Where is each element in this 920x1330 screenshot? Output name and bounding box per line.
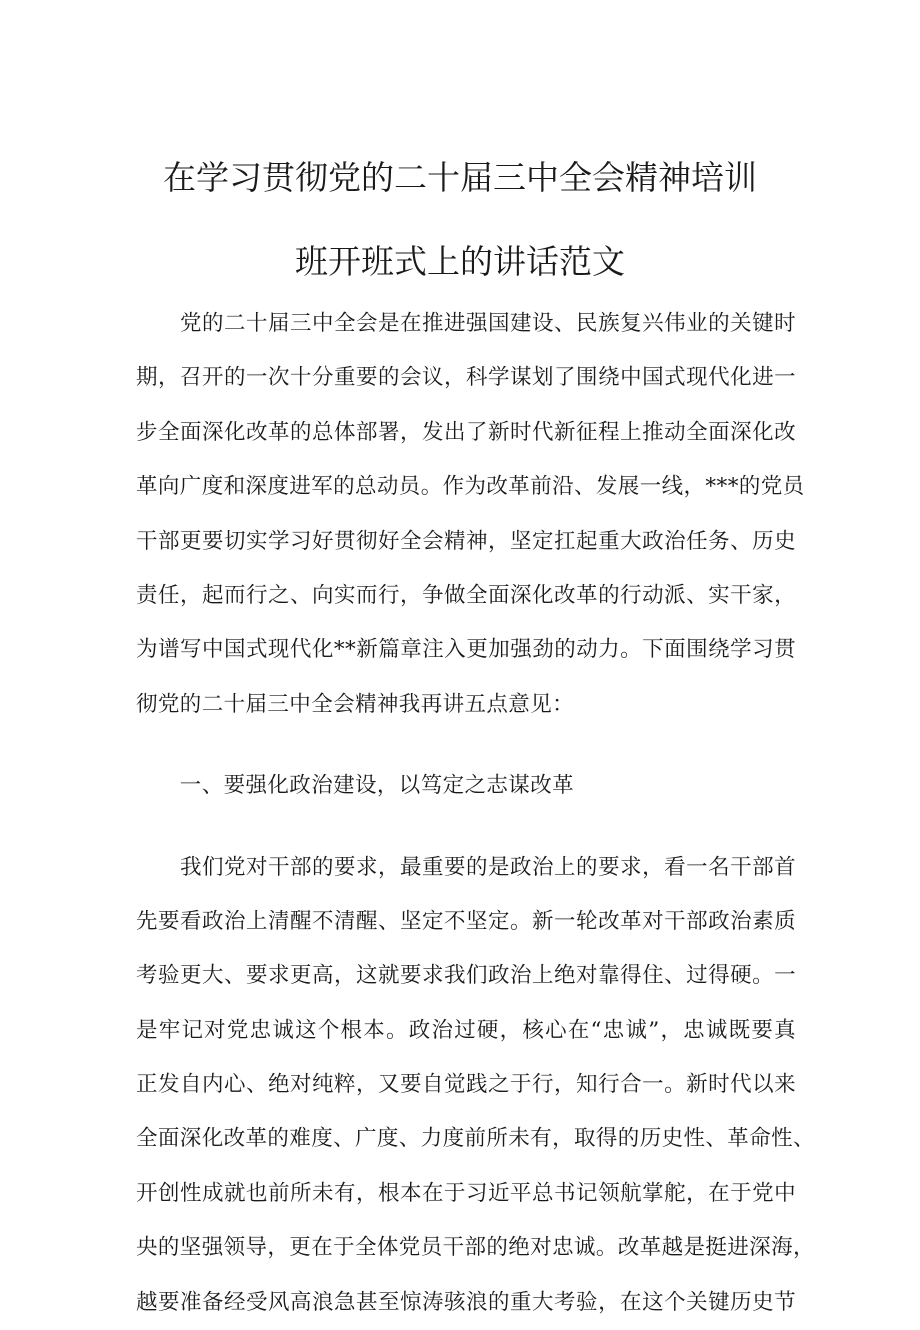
paragraph-line: 责任，起而行之、向实而行，争做全面深化改革的行动派、实干家， [136,582,796,608]
paragraph-line: 步全面深化改革的总体部署，发出了新时代新征程上推动全面深化改 [136,419,796,445]
paragraph-line: 考验更大、要求更高，这就要求我们政治上绝对靠得住、过得硬。一 [136,963,796,989]
document-title-line-2: 班开班式上的讲话范文 [295,242,625,281]
paragraph-line: 党的二十届三中全会是在推进强国建设、民族复兴伟业的关键时 [136,311,796,336]
section-heading-1: 一、要强化政治建设，以笃定之志谋改革 [136,773,575,799]
paragraph-line: 开创性成就也前所未有，根本在于习近平总书记领航掌舵，在于党中 [136,1180,796,1206]
paragraph-section-1 [136,841,815,1330]
paragraph-line: 越要准备经受风高浪急甚至惊涛骇浪的重大考验，在这个关键历史节 [136,1289,796,1315]
paragraph-line: 全面深化改革的难度、广度、力度前所未有，取得的历史性、革命性、 [136,1126,815,1152]
paragraph-line: 央的坚强领导，更在于全体党员干部的绝对忠诚。改革越是挺进深海， [136,1235,815,1261]
paragraph-gap [136,814,796,841]
paragraph-line: 是牢记对党忠诚这个根本。政治过硬，核心在“忠诚”，忠诚既要真 [136,1017,796,1043]
paragraph-line: 先要看政治上清醒不清醒、坚定不坚定。新一轮改革对干部政治素质 [136,908,796,934]
paragraph-line: 为谱写中国式现代化**新篇章注入更加强劲的动力。下面围绕学习贯 [136,637,796,663]
paragraph-line: 干部更要切实学习好贯彻好全会精神，坚定扛起重大政治任务、历史 [136,528,796,554]
paragraph-line: 期，召开的一次十分重要的会议，科学谋划了围绕中国式现代化进一 [136,365,796,391]
document-body [136,297,815,1330]
paragraph-line: 正发自内心、绝对纯粹，又要自觉践之于行，知行合一。新时代以来 [136,1072,796,1098]
paragraph-gap [136,732,796,759]
paragraph-intro [136,297,805,732]
paragraph-line: 我们党对干部的要求，最重要的是政治上的要求，看一名干部首 [136,854,796,880]
paragraph-line: 彻党的二十届三中全会精神我再讲五点意见： [136,691,575,717]
paragraph-line: 革向广度和深度进军的总动员。作为改革前沿、发展一线，***的党员 [136,474,805,500]
document-title-line-1: 在学习贯彻党的二十届三中全会精神培训 [163,158,757,197]
